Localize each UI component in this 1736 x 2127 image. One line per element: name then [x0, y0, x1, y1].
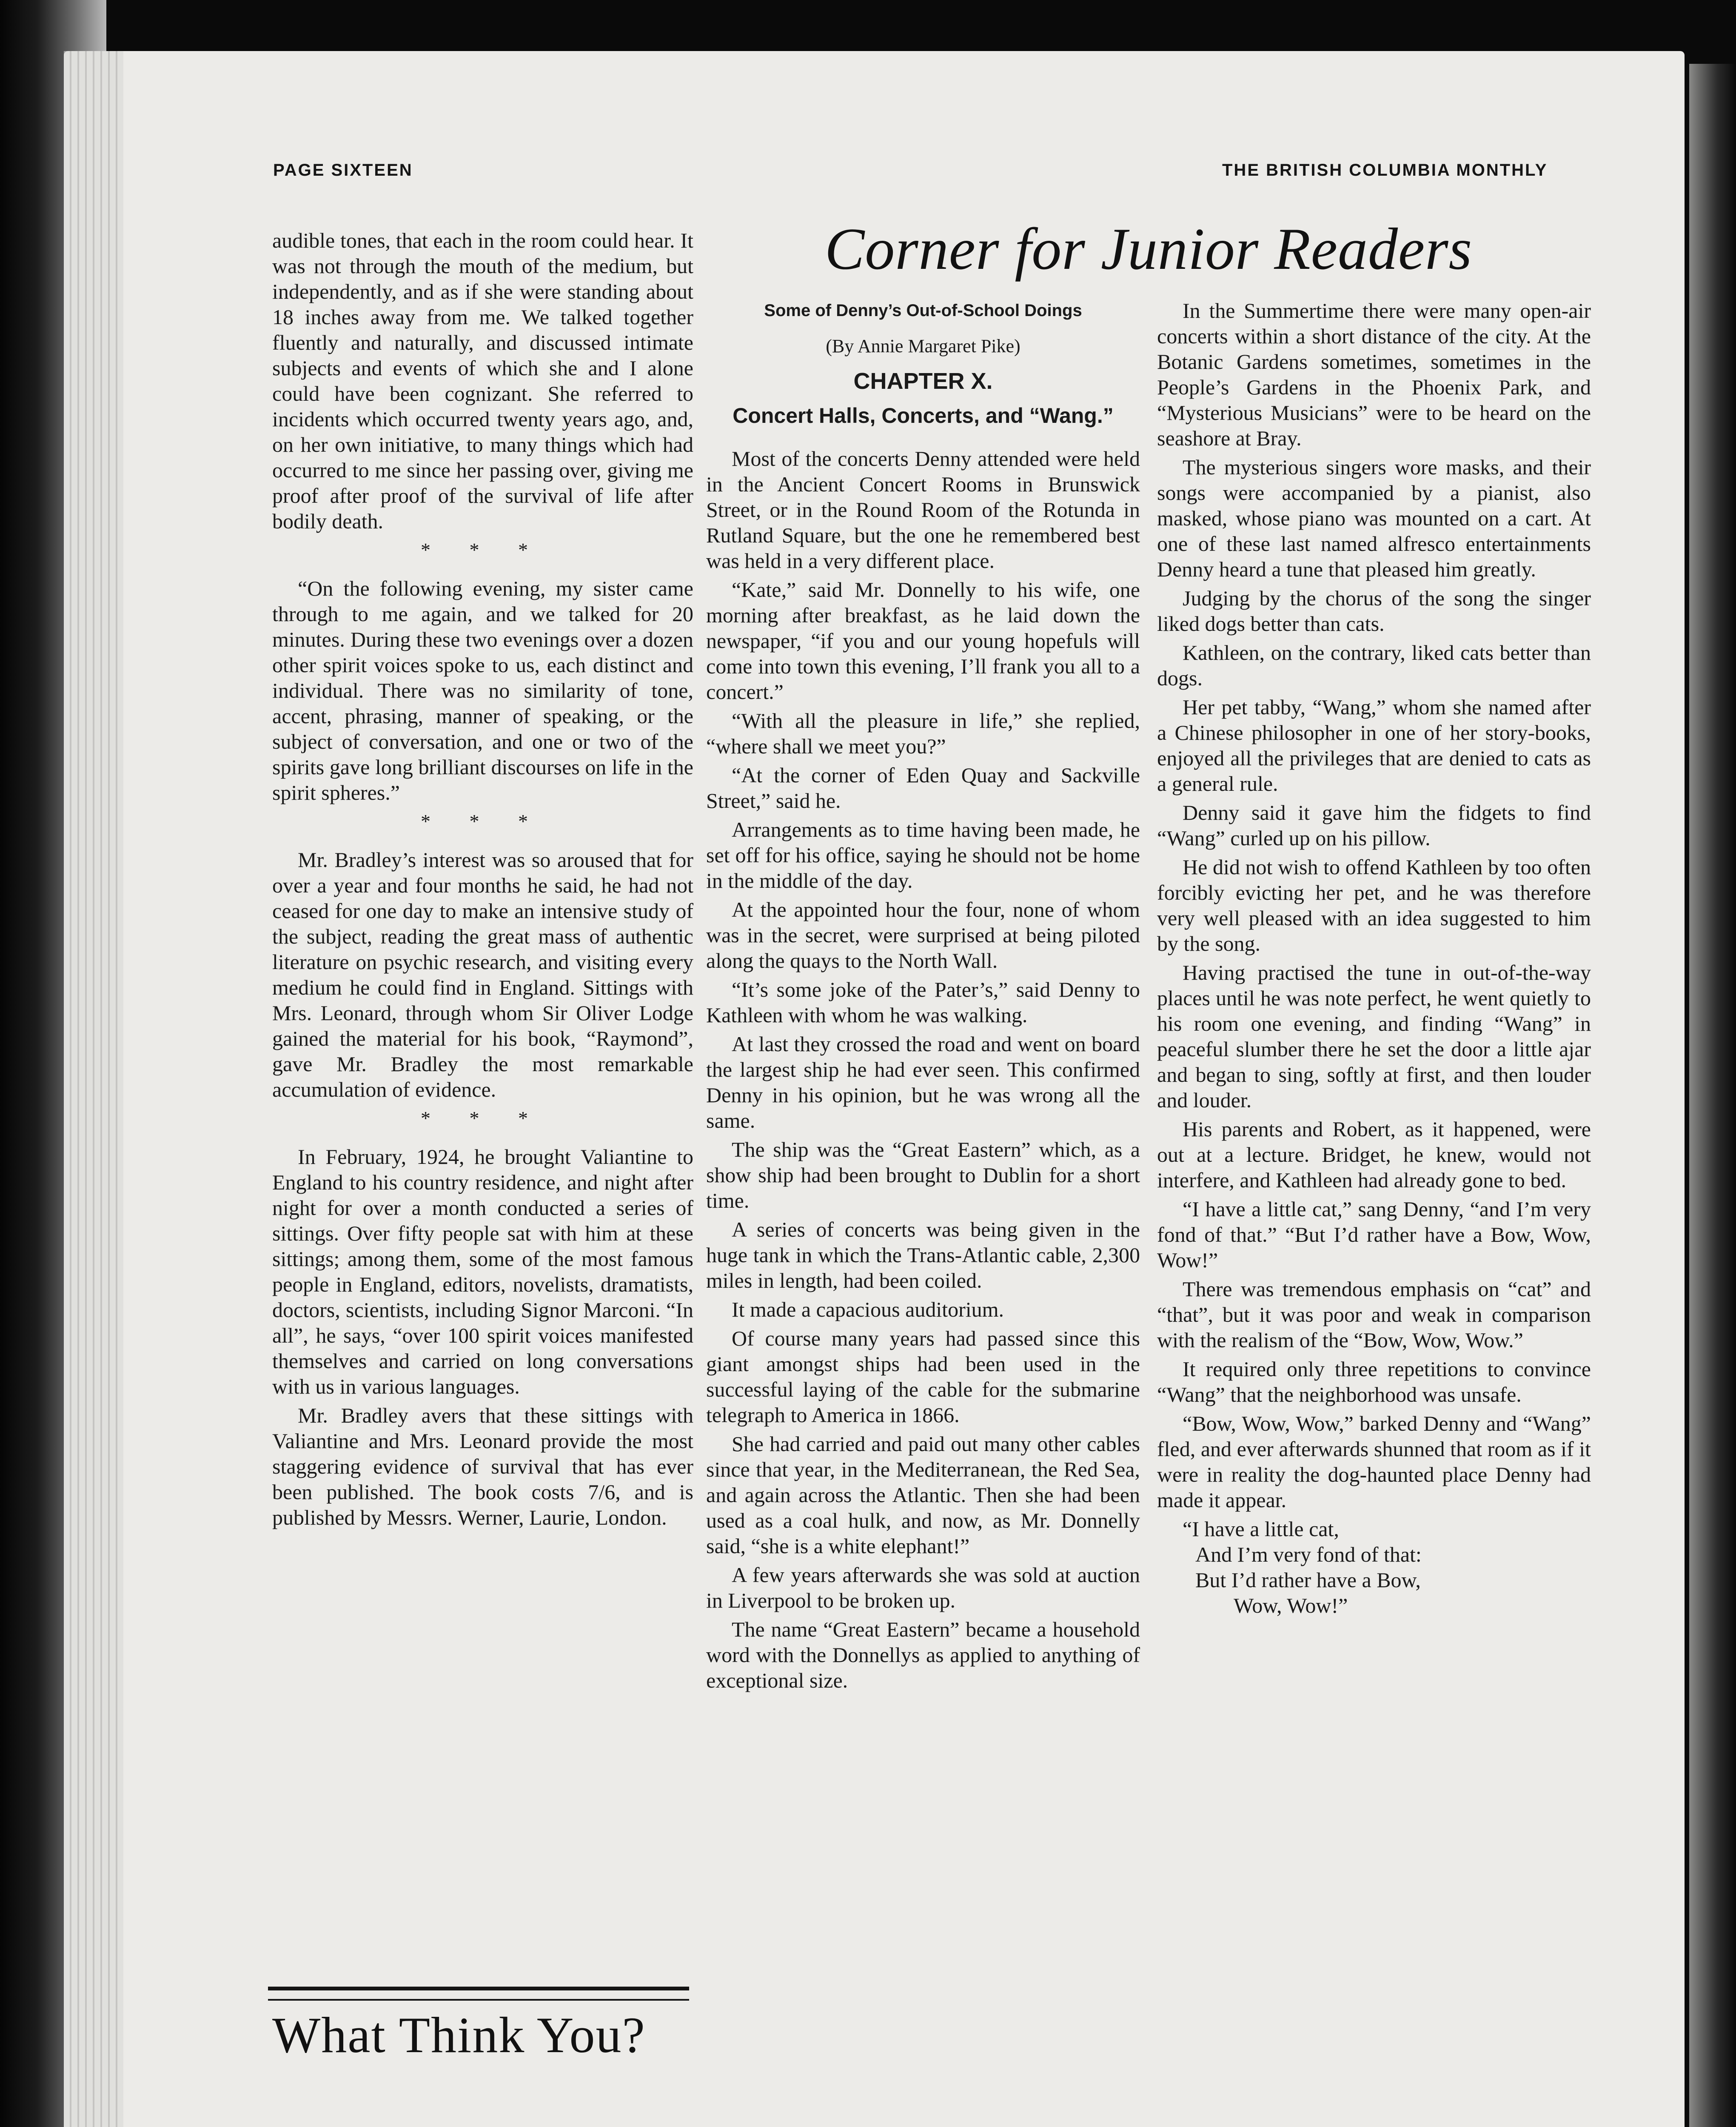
paragraph: Arrangements as to time having been made, he set off for his office, saying he should not be home in the middle of the day. [706, 818, 1140, 892]
paragraph: In the Summertime there were many open-air concerts within a short distance of the city. At the Botanic Gardens sometimes, sometimes in the People’s Gardens in the Phoenix Park, and “Mysterious Musicians” were to be heard on the seashore at Bray. [1157, 299, 1591, 450]
page-number-header: PAGE SIXTEEN [273, 161, 413, 180]
verse-line: But I’d rather have a Bow, [1195, 1568, 1421, 1592]
article-title: Corner for Junior Readers [824, 216, 1473, 282]
paragraph: “With all the pleasure in life,” she replied, “where shall we meet you?” [706, 709, 1140, 758]
paragraph: There was tremendous emphasis on “cat” and “that”, but it was poor and weak in comparison with the realism of the “Bow, Wow, Wow.” [1157, 1277, 1591, 1352]
paragraph: At last they crossed the road and went on board the largest ship he had ever seen. This confirmed Denny in his opinion, but he was wrong all the same. [706, 1032, 1140, 1132]
paragraph: At the appointed hour the four, none of whom was in the secret, were surprised at being piloted along the quays to the North Wall. [706, 898, 1140, 972]
paragraph: Judging by the chorus of the song the singer liked dogs better than cats. [1157, 586, 1591, 636]
chapter-heading: CHAPTER X. [853, 368, 993, 394]
paragraph: “At the corner of Eden Quay and Sackville Street,” said he. [706, 763, 1140, 813]
paragraph: Mr. Bradley avers that these sittings with Valiantine and Mrs. Leonard provide the most staggering evidence of survival that has ever been published. The book costs 7/6, and is published by Messrs. Werner, Laurie, London. [272, 1403, 693, 1529]
verse-line: “I have a little cat, [1183, 1517, 1339, 1541]
paragraph: Denny said it gave him the fidgets to find “Wang” curled up on his pillow. [1157, 801, 1591, 850]
paragraph: Of course many years had passed since this giant amongst ships had been used in the successful laying of the cable for the submarine telegraph to America in 1866. [706, 1326, 1140, 1427]
paragraph: In February, 1924, he brought Valiantine to England to his country residence, and night after night for over a month conducted a series of sittings. Over fifty people sat with him at these sittings; among them, some of the most famous people in England, editors, novelists, dramatists, doctors, scientists, including Signor Marconi. “In all”, he says, “over 100 spirit voices manifested themselves and carried on long conversations with us in various languages. [272, 1145, 693, 1398]
article-byline: (By Annie Margaret Pike) [826, 336, 1021, 356]
column-left [272, 228, 693, 1534]
heading-rule [268, 1987, 689, 2001]
section-separator: * * * [421, 810, 545, 832]
paragraph: Her pet tabby, “Wang,” whom she named after a Chinese philosopher in one of her story-books, enjoyed all the privileges that are denied to cats as a general rule. [1157, 695, 1591, 795]
paragraph: Having practised the tune in out-of-the-way places until he was note perfect, he went quietly to his room one evening, and finding “Wang” in peaceful slumber there he set the door a little ajar and began to sing, softly at first, and then louder and louder. [1157, 961, 1591, 1112]
verse-line: Wow, Wow!” [1234, 1594, 1348, 1617]
paragraph: “I have a little cat,” sang Denny, “and I’m very fond of that.” “But I’d rather have a Bow, Wow, Wow!” [1157, 1197, 1591, 1272]
section-separator: * * * [421, 1107, 545, 1129]
verse-line: And I’m very fond of that: [1195, 1543, 1422, 1566]
paragraph: Kathleen, on the contrary, liked cats better than dogs. [1157, 641, 1591, 690]
publication-title-header: THE BRITISH COLUMBIA MONTHLY [1222, 161, 1548, 180]
paragraph: A few years afterwards she was sold at auction in Liverpool to be broken up. [706, 1563, 1140, 1612]
paragraph: “It’s some joke of the Pater’s,” said Denny to Kathleen with whom he was walking. [706, 978, 1140, 1027]
paragraph: “Kate,” said Mr. Donnelly to his wife, one morning after breakfast, as he laid down the newspaper, “if you and our young hopefuls will come into town this evening, I’ll frank you all to a concert.” [706, 578, 1140, 704]
paragraph: His parents and Robert, as it happened, were out at a lecture. Bridget, he knew, would not interfere, and Kathleen had already gone to bed. [1157, 1117, 1591, 1192]
paragraph: He did not wish to offend Kathleen by too often forcibly evicting her pet, and he was therefore very well pleased with an idea suggested to him by the song. [1157, 855, 1591, 955]
paragraph: “On the following evening, my sister came through to me again, and we talked for 20 minutes. During these two evenings over a dozen other spirit voices spoke to us, each distinct and individual. There was no similarity of tone, accent, phrasing, manner of speaking, or the subject of conversation, and one or two of the spirits gave long brilliant discourses on life in the spirit spheres.” [272, 576, 693, 804]
section-separator: * * * [421, 539, 545, 561]
paragraph: The mysterious singers wore masks, and their songs were accompanied by a pianist, also masked, whose piano was mounted on a cart. At one of these last named alfresco entertainments Denny heard a tune that pleased him greatly. [1157, 455, 1591, 581]
paragraph: She had carried and paid out many other cables since that year, in the Mediterranean, the Red Sea, and again across the Atlantic. Then she had been used as a coal hulk, and now, as Mr. Donnelly said, “she is a white elephant!” [706, 1432, 1140, 1558]
right-page-edge [1689, 64, 1736, 2127]
paragraph: Most of the concerts Denny attended were held in the Ancient Concert Rooms in Brunswick Street, or in the Round Room of the Rotunda in Rutland Square, but the one he remembered best was held in a very different place. [706, 447, 1140, 573]
article-subtitle: Some of Denny’s Out-of-School Doings [764, 301, 1082, 320]
paragraph: It required only three repetitions to convince “Wang” that the neighborhood was unsafe. [1157, 1357, 1591, 1406]
page-stack-edges [64, 51, 123, 2127]
paragraph: audible tones, that each in the room could hear. It was not through the mouth of the medium, but independently, and as if she were standing about 18 inches away from me. We talked together fluently and naturally, and discussed intimate subjects and events of which she and I alone could have been cognizant. She referred to incidents which occurred twenty years ago, and, on her own initiative, to many things which had occurred to me since her passing over, giving me proof after proof of the survival of life after bodily death. [272, 228, 693, 533]
paragraph: The ship was the “Great Eastern” which, as a show ship had been brought to Dublin for a short time. [706, 1138, 1140, 1212]
paragraph: It made a capacious auditorium. [732, 1297, 1004, 1321]
paragraph: “Bow, Wow, Wow,” barked Denny and “Wang” fled, and ever afterwards shunned that room as if it were in reality the dog-haunted place Denny had made it appear. [1157, 1411, 1591, 1512]
column-right [1157, 298, 1591, 1618]
paragraph: The name “Great Eastern” became a household word with the Donnellys as applied to anything of exceptional size. [706, 1617, 1140, 1692]
what-think-you-heading: What Think You? [272, 2007, 646, 2063]
chapter-title: Concert Halls, Concerts, and “Wang.” [733, 404, 1114, 428]
column-middle [706, 298, 1140, 1696]
paragraph: Mr. Bradley’s interest was so aroused that for over a year and four months he said, he had not ceased for one day to make an intensive study of the subject, reading the great mass of authentic literature on psychic research, and visiting every medium he could find in England. Sittings with Mrs. Leonard, through whom Sir Oliver Lodge gained the material for his book, “Raymond”, gave Mr. Bradley the most remarkable accumulation of evidence. [272, 848, 693, 1101]
paragraph: A series of concerts was being given in the huge tank in which the Trans-Atlantic cable, 2,300 miles in length, had been coiled. [706, 1217, 1140, 1292]
